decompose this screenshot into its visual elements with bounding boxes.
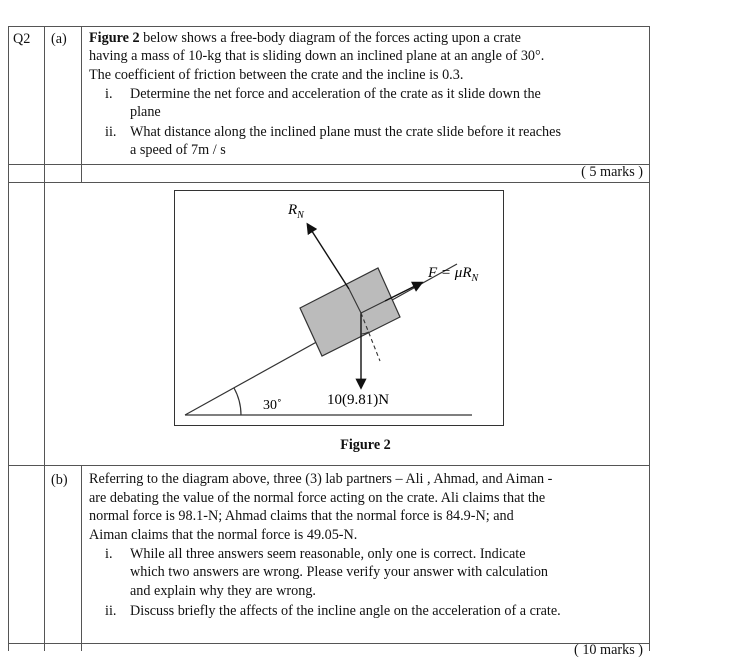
friction-force-arrow [385, 283, 421, 301]
figure-caption: Figure 2 [340, 437, 391, 453]
angle-arc [234, 388, 241, 415]
part-a-item-1 [105, 85, 645, 122]
part-a-intro-line2: having a mass of 10-kg that is sliding down an inclined plane at an angle of 30°. [89, 48, 545, 64]
part-b-item-1 [105, 545, 645, 601]
part-a-label: (a) [51, 31, 67, 47]
figure-reference: Figure 2 [89, 30, 140, 46]
part-b-line4: Aiman claims that the normal force is 49.05-N. [89, 527, 358, 543]
item-line1: While all three answers seem reasonable, only one is correct. Indicate [130, 546, 526, 562]
column-divider-1 [44, 26, 45, 651]
column-divider-2-bottom [81, 465, 82, 651]
item-line1: Determine the net force and acceleration of the crate as it slide down the [130, 86, 541, 102]
row-divider-figure-top [8, 182, 650, 183]
part-a-marks: ( 5 marks ) [581, 164, 643, 180]
part-b-line1: Referring to the diagram above, three (3) lab partners – Ali , Ahmad, and Aiman - [89, 471, 553, 487]
intro-line1-text: below shows a free-body diagram of the forces acting upon a crate [139, 30, 521, 46]
part-a-item-2 [105, 123, 645, 160]
row-divider-marks-b [8, 643, 650, 644]
part-b-line3: normal force is 98.1-N; Ahmad claims that the normal force is 84.9-N; and [89, 508, 514, 524]
item-line2: which two answers are wrong. Please verify your answer with calculation [130, 564, 549, 581]
item-number: i. [105, 546, 113, 562]
part-b-line2: are debating the value of the normal force acting on the crate. Ali claims that the [89, 490, 546, 506]
item-number: i. [105, 86, 113, 102]
table-right-border [649, 26, 650, 651]
item-line2: a speed of 7m / s [130, 142, 226, 159]
weight-label: 10(9.81)N [327, 392, 390, 408]
item-line1: What distance along the inclined plane must the crate slide before it reaches [130, 124, 561, 140]
item-number: ii. [105, 603, 117, 619]
normal-force-label: $R_N$ [288, 202, 304, 221]
part-a-intro-line1 [89, 29, 521, 47]
row-divider-figure-bottom [8, 465, 650, 466]
part-b-item-2 [105, 602, 650, 621]
friction-force-label: $F = \mu R_N$ [428, 265, 479, 284]
item-number: ii. [105, 124, 117, 140]
row-divider-marks-a [8, 164, 650, 165]
table-top-border [8, 26, 650, 27]
item-line2: plane [130, 104, 161, 121]
part-b-marks: ( 10 marks ) [574, 642, 643, 658]
table-left-border [8, 26, 9, 651]
angle-label: 30˚ [263, 398, 282, 413]
figure-frame [174, 190, 504, 426]
normal-force-arrow [308, 225, 349, 289]
part-a-intro-line3: The coefficient of friction between the crate and the incline is 0.3. [89, 67, 464, 83]
free-body-diagram [175, 191, 502, 424]
item-line3: and explain why they are wrong. [130, 582, 316, 599]
column-divider-2-top [81, 26, 82, 182]
item-line1: Discuss briefly the affects of the incline angle on the acceleration of a crate. [130, 603, 561, 619]
part-b-label: (b) [51, 472, 68, 488]
question-number: Q2 [13, 31, 31, 47]
